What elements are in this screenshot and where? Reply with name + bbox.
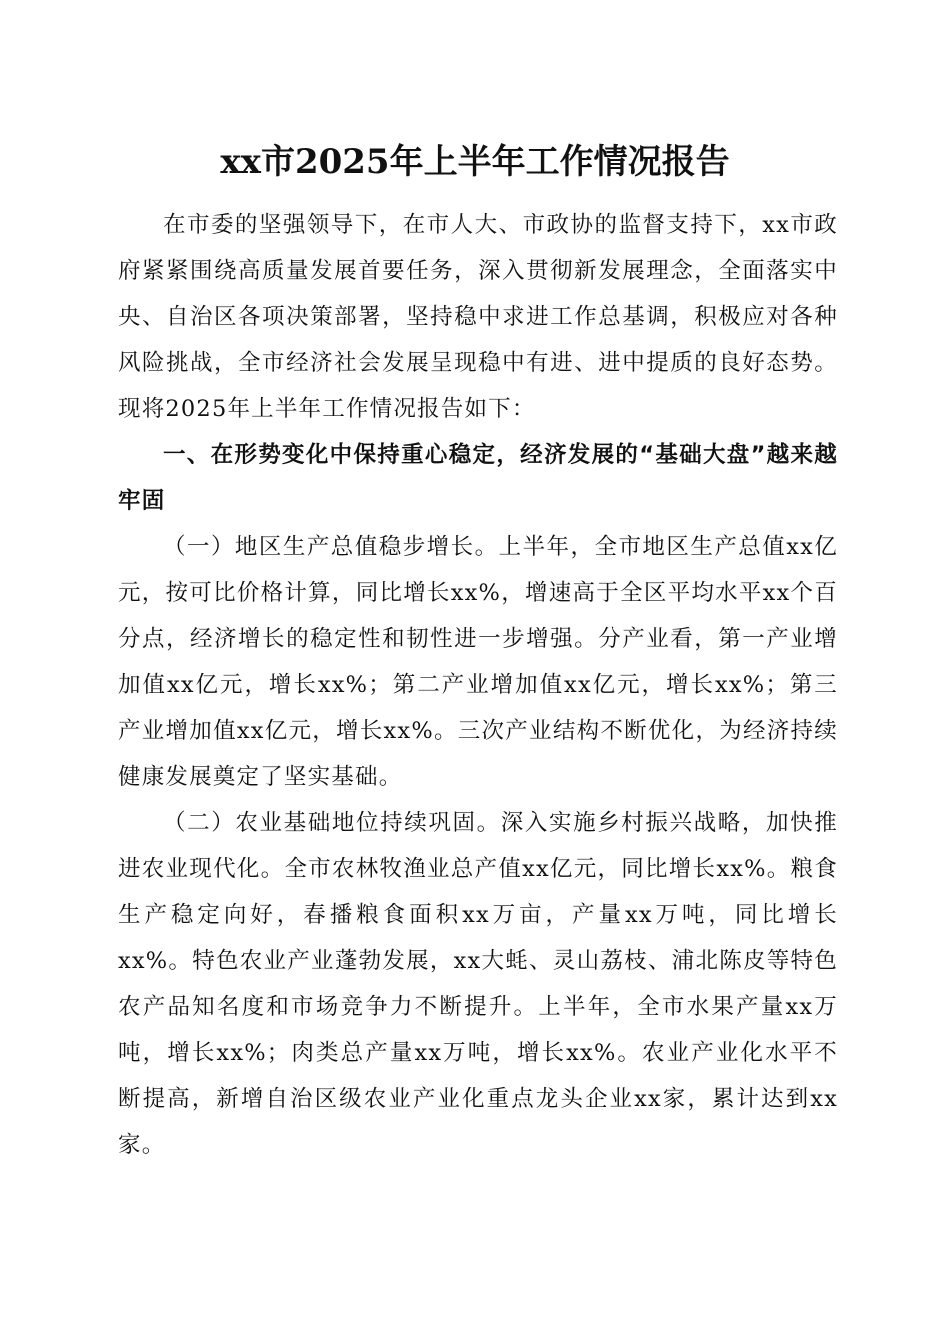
item-lead-1: （一）地区生产总值稳步增长。 [163,534,499,560]
section-heading-1: 一、在形势变化中保持重心稳定，经济发展的“基础大盘”越来越牢固 [118,442,838,514]
item-lead-2: （二）农业基础地位持续巩固。 [163,810,501,836]
item-paragraph-1 [118,524,838,800]
document-body [118,202,838,1168]
intro-paragraph: 在市委的坚强领导下，在市人大、市政协的监督支持下，xx市政府紧紧围绕高质量发展首要任务，深入贯彻新发展理念，全面落实中央、自治区各项决策部署，坚持稳中求进工作总基调，积极应对各种风险挑战，全市经济社会发展呈现稳中有进、进中提质的良好态势。现将2025年上半年工作情况报告如下： [118,212,838,422]
item-text-2: 深入实施乡村振兴战略，加快推进农业现代化。全市农林牧渔业总产值xx亿元，同比增长xx%。粮食生产稳定向好，春播粮食面积xx万亩，产量xx万吨，同比增长xx%。特色农业产业蓬勃发展，xx大蚝、灵山荔枝、浦北陈皮等特色农产品知名度和市场竞争力不断提升。上半年，全市水果产量xx万吨，增长xx%；肉类总产量xx万吨，增长xx%。农业产业化水平不断提高，新增自治区级农业产业化重点龙头企业xx家，累计达到xx家。 [118,810,838,1158]
item-text-1: 上半年，全市地区生产总值xx亿元，按可比价格计算，同比增长xx%，增速高于全区平均水平xx个百分点，经济增长的稳定性和韧性进一步增强。分产业看，第一产业增加值xx亿元，增长xx%；第二产业增加值xx亿元，增长xx%；第三产业增加值xx亿元，增长xx%。三次产业结构不断优化，为经济持续健康发展奠定了坚实基础。 [118,534,838,790]
item-paragraph-2 [118,800,838,1168]
document-title: xx市2025年上半年工作情况报告 [220,142,730,182]
